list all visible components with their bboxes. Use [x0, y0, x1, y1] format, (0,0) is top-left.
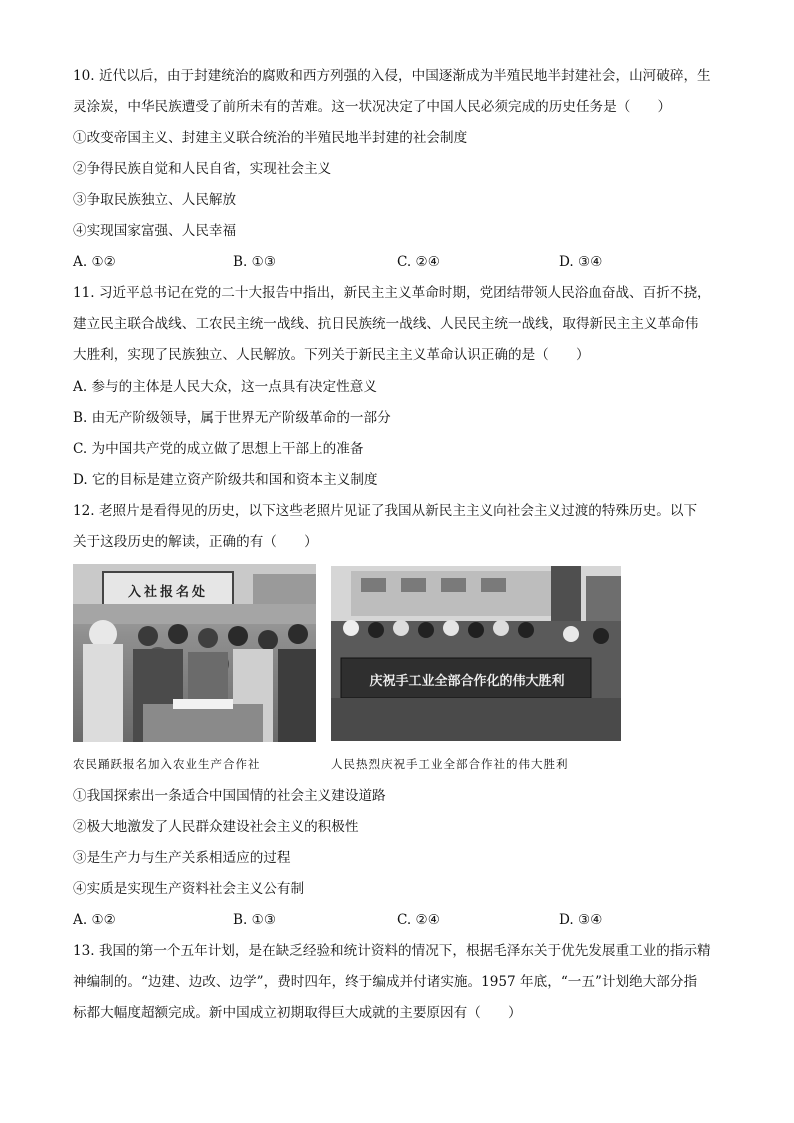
q10-option-d[interactable]: D. ③④ [559, 254, 603, 270]
q12-option-b[interactable]: B. ①③ [233, 912, 277, 928]
q10-option-a[interactable]: A. ①② [73, 254, 116, 270]
q12-item-4: ④实质是实现生产资料社会主义公有制 [73, 881, 305, 897]
q10-stem-line1: 10. 近代以后，由于封建统治的腐败和西方列强的入侵，中国逐渐成为半殖民地半封建社会，山河破碎，生 [73, 68, 711, 84]
q10-options [73, 253, 733, 271]
q11-stem-line2: 建立民主联合战线、工农民主统一战线、抗日民族统一战线、人民民主统一战线，取得新民主主义革命伟 [73, 316, 699, 332]
q12-item-3: ③是生产力与生产关系相适应的过程 [73, 850, 291, 866]
photo-handicraft-celebration [331, 566, 621, 741]
photo1-sign: 入社报名处 [127, 585, 208, 600]
q12-option-d[interactable]: D. ③④ [559, 912, 603, 928]
photo2-banner: 庆祝手工业全部合作化的伟大胜利 [369, 674, 565, 689]
q12-stem-line2: 关于这段历史的解读，正确的有（ ） [73, 534, 318, 550]
photo-farmers-registration [73, 564, 316, 742]
q12-stem-line1: 12. 老照片是看得见的历史，以下这些老照片见证了我国从新民主主义向社会主义过渡的特殊历史。以下 [73, 503, 698, 519]
photo1-caption: 农民踊跃报名加入农业生产合作社 [73, 757, 261, 771]
q10-item-4: ④实现国家富强、人民幸福 [73, 223, 237, 239]
q10-item-3: ③争取民族独立、人民解放 [73, 192, 237, 208]
q11-option-d[interactable]: D. 它的目标是建立资产阶级共和国和资本主义制度 [73, 472, 378, 488]
q13-stem-line1: 13. 我国的第一个五年计划，是在缺乏经验和统计资料的情况下，根据毛泽东关于优先发展重工业的指示精 [73, 943, 711, 959]
q13-stem-line2: 神编制的。“边建、边改、边学”，费时四年，终于编成并付诸实施。1957 年底，“一五”计划绝大部分指 [73, 974, 698, 990]
q10-option-b[interactable]: B. ①③ [233, 254, 277, 270]
q12-item-1: ①我国探索出一条适合中国国情的社会主义建设道路 [73, 788, 386, 804]
q11-option-b[interactable]: B. 由无产阶级领导，属于世界无产阶级革命的一部分 [73, 410, 391, 426]
q12-options [73, 911, 733, 929]
q10-option-c[interactable]: C. ②④ [397, 254, 440, 270]
q11-option-c[interactable]: C. 为中国共产党的成立做了思想上干部上的准备 [73, 441, 364, 457]
q10-item-2: ②争得民族自觉和人民自省，实现社会主义 [73, 161, 332, 177]
q11-stem-line3: 大胜利，实现了民族独立、人民解放。下列关于新民主主义革命认识正确的是（ ） [73, 347, 590, 363]
q11-stem-line1: 11. 习近平总书记在党的二十大报告中指出，新民主主义革命时期，党团结带领人民浴血奋战、百折不挠， [73, 285, 711, 301]
q12-option-c[interactable]: C. ②④ [397, 912, 440, 928]
q12-item-2: ②极大地激发了人民群众建设社会主义的积极性 [73, 819, 359, 835]
q12-option-a[interactable]: A. ①② [73, 912, 116, 928]
q10-item-1: ①改变帝国主义、封建主义联合统治的半殖民地半封建的社会制度 [73, 130, 468, 146]
photo2-caption: 人民热烈庆祝手工业全部合作社的伟大胜利 [331, 757, 569, 771]
q13-stem-line3: 标都大幅度超额完成。新中国成立初期取得巨大成就的主要原因有（ ） [73, 1005, 522, 1021]
q11-option-a[interactable]: A. 参与的主体是人民大众，这一点具有决定性意义 [73, 379, 377, 395]
q10-stem-line2: 灵涂炭，中华民族遭受了前所未有的苦难。这一状况决定了中国人民必须完成的历史任务是（ ） [73, 99, 672, 115]
